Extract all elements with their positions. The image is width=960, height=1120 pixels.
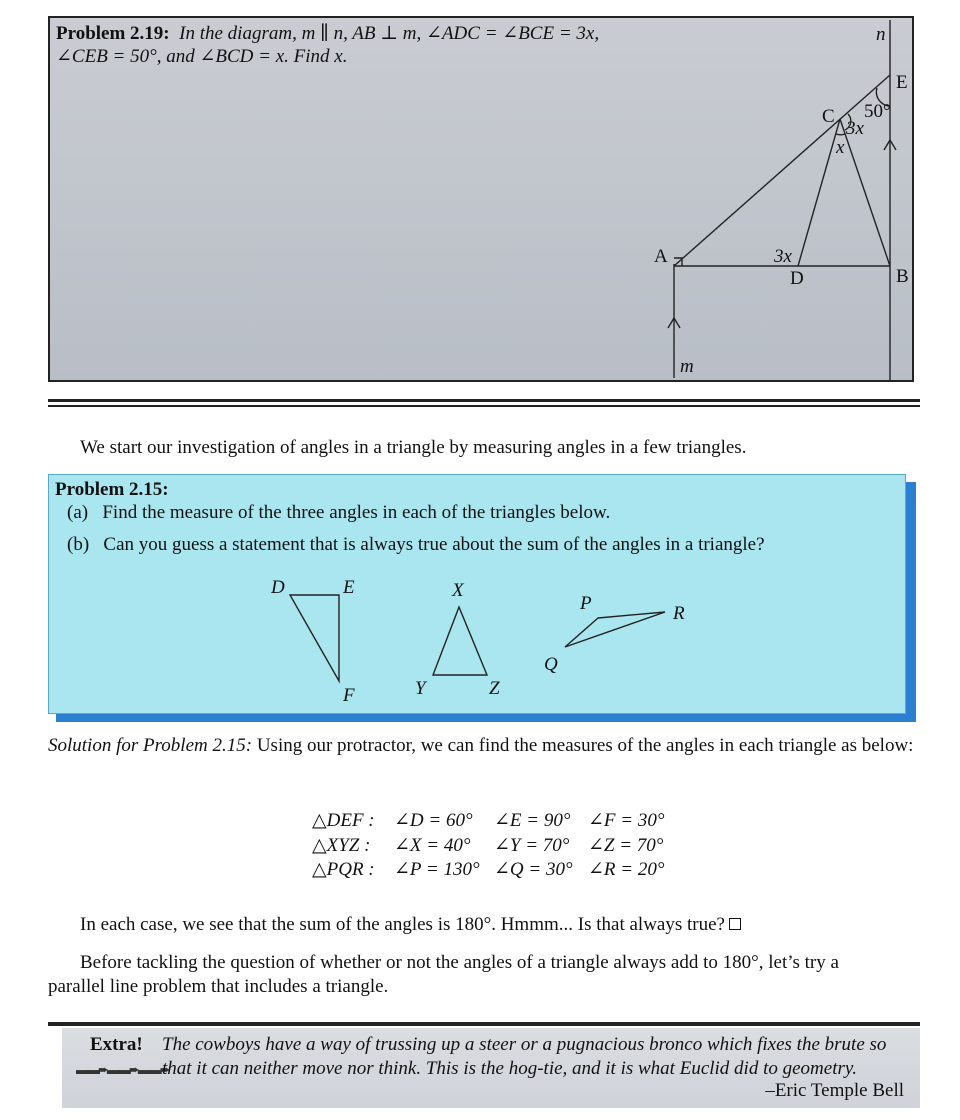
solution-paragraph [48, 734, 928, 758]
row-def-angle-1: ∠D = 60° [394, 810, 473, 831]
row-pqr-angle-1: ∠P = 130° [394, 859, 480, 880]
parallel-lines-diagram [50, 18, 914, 382]
problem-2-15-title: Problem 2.15: [55, 479, 169, 500]
triangles-figure [49, 475, 907, 715]
arc-x [836, 134, 845, 135]
transition-line-1: Before tackling the question of whether or not the angles of a triangle always add to 180°, let’s try a [80, 952, 839, 973]
part-b-text: Can you guess a statement that is always true about the sum of the angles in a triangle? [103, 534, 765, 555]
transition-line-2: parallel line problem that includes a triangle. [48, 976, 389, 997]
triangle-def [290, 595, 339, 681]
row-def-angle-3: ∠F = 30° [588, 810, 665, 831]
problem-2-19-title: Problem 2.19: [56, 23, 170, 44]
conclusion-text: In each case, we see that the sum of the angles is 180°. Hmmm... Is that always true? [80, 914, 725, 935]
divider-bottom [48, 405, 920, 407]
intro-paragraph: We start our investigation of angles in a triangle by measuring angles in a few triangles. [80, 437, 747, 458]
qed-square-icon [729, 918, 741, 930]
triangle-pqr [565, 612, 665, 647]
row-xyz-angle-2: ∠Y = 70° [494, 835, 570, 856]
label-c: C [822, 106, 835, 127]
problem-2-15-box [48, 474, 906, 714]
conclusion-paragraph [80, 913, 741, 937]
extra-quote-line1: The cowboys have a way of trussing up a steer or a pugnacious bronco which fixes the brute so [162, 1034, 887, 1055]
row-pqr-angle-2: ∠Q = 30° [494, 859, 573, 880]
label-b: B [896, 266, 909, 287]
row-xyz-triangle: △XYZ : [312, 835, 371, 856]
label-r: R [673, 603, 685, 624]
solution-text: Using our protractor, we can find the measures of the angles in each triangle as below: [256, 735, 914, 756]
label-x: x [836, 137, 845, 158]
label-d: D [790, 268, 804, 289]
part-a-label: (a) [67, 502, 89, 523]
label-3x-bottom: 3x [774, 246, 792, 267]
label-y: Y [415, 678, 426, 699]
arrows-icon: ▬▬➨▬▬➨▬▬➨ [76, 1062, 169, 1077]
row-pqr-triangle: △PQR : [312, 859, 375, 880]
row-pqr-angle-3: ∠R = 20° [588, 859, 665, 880]
label-n: n [876, 24, 886, 45]
solution-heading: Solution for Problem 2.15: [48, 735, 253, 756]
extra-label: Extra! [90, 1034, 143, 1055]
label-f: F [343, 685, 355, 706]
label-e: E [343, 577, 355, 598]
label-z: Z [489, 678, 500, 699]
label-x: X [452, 580, 464, 601]
problem-2-19-box [48, 16, 914, 382]
segment-cb [840, 119, 890, 266]
row-xyz-angle-1: ∠X = 40° [394, 835, 471, 856]
extra-quote [162, 1033, 912, 1081]
label-p: P [580, 593, 592, 614]
segment-dc [798, 119, 840, 266]
part-b-label: (b) [67, 534, 90, 555]
extra-author: –Eric Temple Bell [765, 1080, 904, 1101]
row-xyz-angle-3: ∠Z = 70° [588, 835, 664, 856]
label-50-degrees: 50° [864, 101, 891, 122]
label-a: A [654, 246, 668, 267]
divider-top [48, 399, 920, 402]
row-def-triangle: △DEF : [312, 810, 375, 831]
problem-2-19-line2: ∠CEB = 50°, and ∠BCD = x. Find x. [56, 46, 348, 67]
part-a-text: Find the measure of the three angles in each of the triangles below. [102, 502, 611, 523]
extra-quote-line2: that it can neither move nor think. This is the hog-tie, and it is what Euclid did to geometry. [162, 1058, 858, 1079]
problem-2-19-line1: In the diagram, m ∥ n, AB ⊥ m, ∠ADC = ∠BCE = 3x, [179, 23, 600, 44]
label-e: E [896, 72, 908, 93]
label-q: Q [544, 654, 558, 675]
extra-quote-box [62, 1028, 920, 1108]
row-def-angle-2: ∠E = 90° [494, 810, 571, 831]
label-m: m [680, 356, 694, 377]
label-d: D [271, 577, 285, 598]
extra-divider [48, 1022, 920, 1026]
label-3x-top: 3x [846, 118, 864, 139]
triangle-xyz [433, 607, 487, 675]
